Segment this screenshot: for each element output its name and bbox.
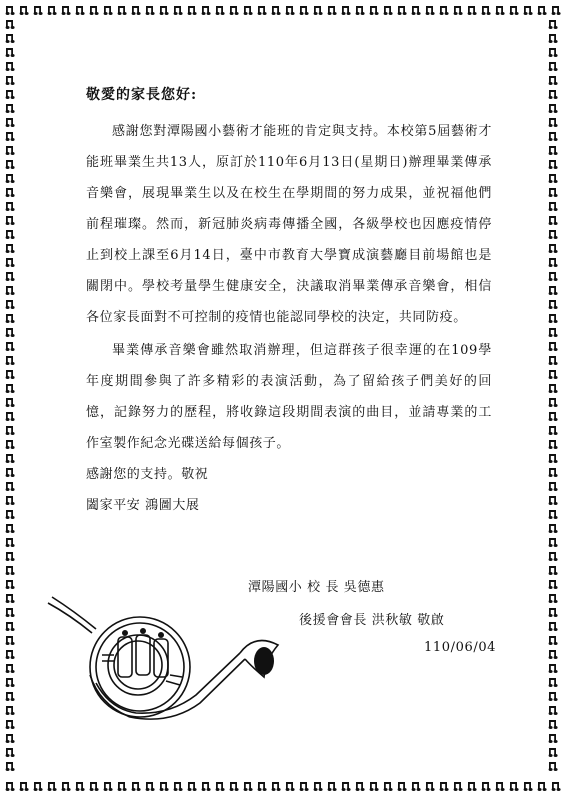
border-note	[398, 782, 407, 791]
border-note	[6, 342, 15, 351]
border-note	[549, 258, 558, 267]
border-note	[549, 580, 558, 589]
border-note	[6, 482, 15, 491]
border-note	[370, 782, 379, 791]
border-note	[90, 782, 99, 791]
border-note	[538, 782, 547, 791]
border-note	[90, 6, 99, 15]
border-note	[549, 594, 558, 603]
border-note	[482, 6, 491, 15]
border-note	[6, 636, 15, 645]
border-note	[549, 454, 558, 463]
border-note	[6, 538, 15, 547]
salutation: 敬愛的家長您好:	[86, 87, 198, 103]
border-note	[549, 482, 558, 491]
paragraph-2: 畢業傳承音樂會雖然取消辦理，但這群孩子很幸運的在109學年度期間參與了許多精彩的表演活動，為了留給孩子們美好的回憶，記錄努力的歷程，將收錄這段期間表演的曲目，並請專業的工作室製作紀念光碟送給每個孩子。	[86, 343, 492, 451]
border-note	[6, 608, 15, 617]
border-note	[6, 286, 15, 295]
border-note	[6, 468, 15, 477]
border-note	[549, 286, 558, 295]
border-note	[6, 370, 15, 379]
border-note	[6, 524, 15, 533]
border-note	[6, 440, 15, 449]
border-note	[468, 6, 477, 15]
border-note	[6, 132, 15, 141]
border-note	[549, 34, 558, 43]
border-note	[6, 496, 15, 505]
signature-principal: 潭陽國小 校 長 吳德惠	[248, 580, 385, 595]
border-note	[384, 782, 393, 791]
border-note	[412, 6, 421, 15]
border-note	[6, 566, 15, 575]
border-note	[6, 90, 15, 99]
border-note	[76, 6, 85, 15]
border-note	[216, 782, 225, 791]
border-note	[6, 258, 15, 267]
border-note	[549, 412, 558, 421]
border-note	[454, 782, 463, 791]
border-note	[549, 524, 558, 533]
border-note	[314, 782, 323, 791]
border-note	[549, 48, 558, 57]
border-note	[549, 510, 558, 519]
border-note	[510, 6, 519, 15]
border-note	[132, 6, 141, 15]
border-note	[230, 6, 239, 15]
border-note	[6, 244, 15, 253]
border-note	[20, 782, 29, 791]
border-note	[76, 782, 85, 791]
border-note	[6, 62, 15, 71]
border-note	[549, 440, 558, 449]
border-note	[549, 118, 558, 127]
border-note	[6, 230, 15, 239]
border-note	[549, 538, 558, 547]
border-note	[549, 622, 558, 631]
french-horn-illustration	[40, 585, 285, 735]
border-note	[549, 692, 558, 701]
border-note	[549, 216, 558, 225]
border-note	[370, 6, 379, 15]
border-note	[549, 62, 558, 71]
border-note	[384, 6, 393, 15]
border-note	[6, 328, 15, 337]
border-note	[6, 762, 15, 771]
border-note	[538, 6, 547, 15]
border-note	[6, 118, 15, 127]
border-note	[6, 6, 15, 15]
border-note	[6, 48, 15, 57]
border-note	[552, 782, 561, 791]
border-note	[104, 782, 113, 791]
border-note	[549, 426, 558, 435]
border-note	[549, 566, 558, 575]
border-note	[6, 782, 15, 791]
border-note	[549, 146, 558, 155]
border-note	[482, 782, 491, 791]
border-note	[6, 734, 15, 743]
border-note	[549, 104, 558, 113]
border-note	[356, 782, 365, 791]
border-note	[202, 6, 211, 15]
border-note	[549, 762, 558, 771]
border-note	[6, 580, 15, 589]
border-note	[300, 6, 309, 15]
border-note	[549, 664, 558, 673]
border-note	[549, 244, 558, 253]
border-note	[6, 146, 15, 155]
border-note	[230, 782, 239, 791]
border-note	[62, 782, 71, 791]
border-note	[146, 6, 155, 15]
border-note	[6, 720, 15, 729]
border-note	[412, 782, 421, 791]
closing-thanks: 感謝您的支持。敬祝	[86, 467, 209, 482]
border-note	[6, 706, 15, 715]
signature-association: 後援會會長 洪秋敏 敬啟	[299, 613, 445, 628]
border-note	[6, 314, 15, 323]
border-note	[6, 384, 15, 393]
border-note	[342, 6, 351, 15]
border-note	[6, 34, 15, 43]
border-note	[549, 20, 558, 29]
border-note	[118, 6, 127, 15]
border-note	[48, 6, 57, 15]
border-note	[549, 650, 558, 659]
border-note	[48, 782, 57, 791]
border-note	[549, 706, 558, 715]
signature-date: 110/06/04	[424, 640, 497, 655]
letter-body	[86, 84, 492, 521]
border-note	[549, 272, 558, 281]
border-note	[300, 782, 309, 791]
border-note	[549, 328, 558, 337]
border-note	[549, 636, 558, 645]
border-note	[549, 76, 558, 85]
border-note	[188, 782, 197, 791]
border-note	[426, 782, 435, 791]
border-note	[549, 230, 558, 239]
border-note	[468, 782, 477, 791]
border-note	[549, 202, 558, 211]
border-note	[146, 782, 155, 791]
border-note	[549, 496, 558, 505]
border-note	[6, 678, 15, 687]
border-note	[549, 90, 558, 99]
border-note	[202, 782, 211, 791]
border-note	[174, 6, 183, 15]
border-note	[510, 782, 519, 791]
border-note	[549, 398, 558, 407]
border-note	[6, 412, 15, 421]
border-note	[549, 300, 558, 309]
border-note	[496, 6, 505, 15]
border-note	[6, 510, 15, 519]
border-note	[6, 174, 15, 183]
border-note	[6, 692, 15, 701]
border-note	[549, 678, 558, 687]
border-note	[549, 174, 558, 183]
border-note	[258, 782, 267, 791]
border-note	[216, 6, 225, 15]
border-note	[272, 782, 281, 791]
border-note	[549, 748, 558, 757]
border-note	[454, 6, 463, 15]
border-note	[342, 782, 351, 791]
border-note	[549, 734, 558, 743]
border-note	[356, 6, 365, 15]
border-note	[398, 6, 407, 15]
closing-wishes: 闔家平安 鴻圖大展	[86, 498, 200, 513]
border-note	[549, 468, 558, 477]
border-note	[549, 608, 558, 617]
border-note	[328, 6, 337, 15]
border-note	[6, 356, 15, 365]
border-note	[6, 398, 15, 407]
border-note	[20, 6, 29, 15]
border-note	[549, 720, 558, 729]
border-note	[426, 6, 435, 15]
border-note	[6, 202, 15, 211]
border-note	[524, 6, 533, 15]
border-note	[6, 20, 15, 29]
border-note	[549, 370, 558, 379]
border-note	[62, 6, 71, 15]
border-note	[174, 782, 183, 791]
border-note	[440, 6, 449, 15]
border-note	[314, 6, 323, 15]
border-note	[286, 6, 295, 15]
border-note	[188, 6, 197, 15]
border-note	[6, 104, 15, 113]
border-note	[6, 272, 15, 281]
border-note	[118, 782, 127, 791]
border-note	[549, 552, 558, 561]
border-note	[6, 664, 15, 673]
border-note	[6, 76, 15, 85]
border-note	[549, 342, 558, 351]
border-note	[160, 6, 169, 15]
border-note	[524, 782, 533, 791]
border-note	[328, 782, 337, 791]
border-note	[6, 552, 15, 561]
border-note	[6, 188, 15, 197]
border-note	[552, 6, 561, 15]
border-note	[132, 782, 141, 791]
border-note	[549, 188, 558, 197]
border-note	[549, 384, 558, 393]
border-note	[258, 6, 267, 15]
border-note	[244, 6, 253, 15]
border-note	[549, 356, 558, 365]
border-note	[6, 748, 15, 757]
border-note	[104, 6, 113, 15]
border-note	[6, 160, 15, 169]
border-note	[6, 594, 15, 603]
border-note	[440, 782, 449, 791]
border-note	[34, 782, 43, 791]
border-note	[6, 454, 15, 463]
border-note	[160, 782, 169, 791]
border-note	[6, 650, 15, 659]
border-note	[6, 300, 15, 309]
border-note	[244, 782, 253, 791]
border-note	[6, 426, 15, 435]
border-note	[549, 160, 558, 169]
border-note	[549, 314, 558, 323]
paragraph-1: 感謝您對潭陽國小藝術才能班的肯定與支持。本校第5屆藝術才能班畢業生共13人，原訂於110年6月13日(星期日)辦理畢業傳承音樂會，展現畢業生以及在校生在學期間的努力成果，並祝福他們前程璀璨。然而，新冠肺炎病毒傳播全國，各級學校也因應疫情停止到校上課至6月14日，臺中市教育大學寶成演藝廳目前場館也是關閉中。學校考量學生健康安全，決議取消畢業傳承音樂會，相信各位家長面對不可控制的疫情也能認同學校的決定，共同防疫。	[86, 124, 492, 325]
border-note	[34, 6, 43, 15]
border-note	[6, 216, 15, 225]
border-note	[286, 782, 295, 791]
border-note	[272, 6, 281, 15]
border-note	[549, 132, 558, 141]
border-note	[6, 622, 15, 631]
border-note	[496, 782, 505, 791]
